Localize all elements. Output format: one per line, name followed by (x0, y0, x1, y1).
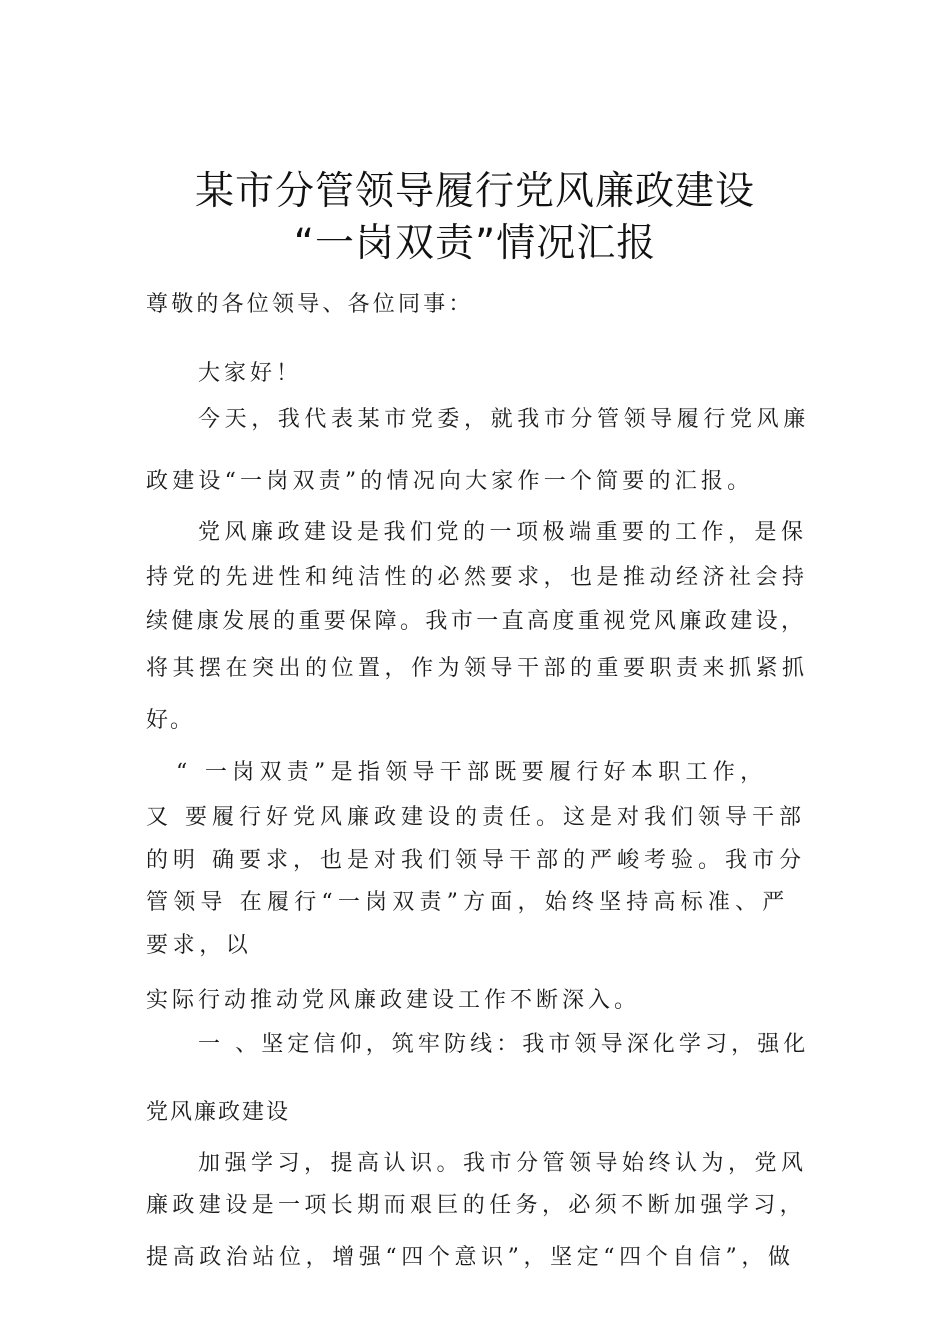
body-line: 持党的先进性和纯洁性的必然要求，也是推动经济社会持 (146, 565, 809, 590)
section-heading: 一 、坚定信仰，筑牢防线：我市领导深化学习，强化 (198, 1032, 810, 1057)
section-heading-continued: 党风廉政建设 (146, 1100, 291, 1125)
salutation: 尊敬的各位领导、各位同事： (146, 292, 474, 317)
greeting: 大家好！ (198, 361, 303, 386)
document-title-line-1: 某市分管领导履行党风廉政建设 (194, 169, 755, 214)
body-line: 要求，以 (146, 933, 253, 958)
document-title-line-2: “一岗双责”情况汇报 (293, 221, 657, 266)
body-line: “ 一岗双责”是指领导干部既要履行好本职工作， (176, 760, 768, 785)
body-line: 又 要履行好党风廉政建设的责任。这是对我们领导干部 (146, 805, 806, 830)
body-line: 政建设“一岗双责”的情况向大家作一个简要的汇报。 (146, 469, 754, 494)
body-line: 将其摆在突出的位置，作为领导干部的重要职责来抓紧抓 (146, 656, 809, 681)
body-line: 的明 确要求，也是对我们领导干部的严峻考验。我市分 (146, 848, 806, 873)
body-line: 续健康发展的重要保障。我市一直高度重视党风廉政建设， (146, 609, 807, 634)
body-line: 管领导 在履行“一岗双责”方面，始终坚持高标准、严 (146, 890, 790, 915)
body-line: 党风廉政建设是我们党的一项极端重要的工作，是保 (198, 520, 808, 545)
body-line: 廉政建设是一项长期而艰巨的任务，必须不断加强学习， (146, 1193, 807, 1218)
body-line: 今天，我代表某市党委，就我市分管领导履行党风廉 (198, 407, 810, 432)
body-line: 好。 (146, 708, 195, 733)
body-line: 实际行动推动党风廉政建设工作不断深入。 (146, 988, 641, 1013)
body-line: 加强学习，提高认识。我市分管领导始终认为，党风 (198, 1151, 808, 1176)
body-line: 提高政治站位，增强“四个意识”，坚定“四个自信”，做 (146, 1245, 795, 1270)
